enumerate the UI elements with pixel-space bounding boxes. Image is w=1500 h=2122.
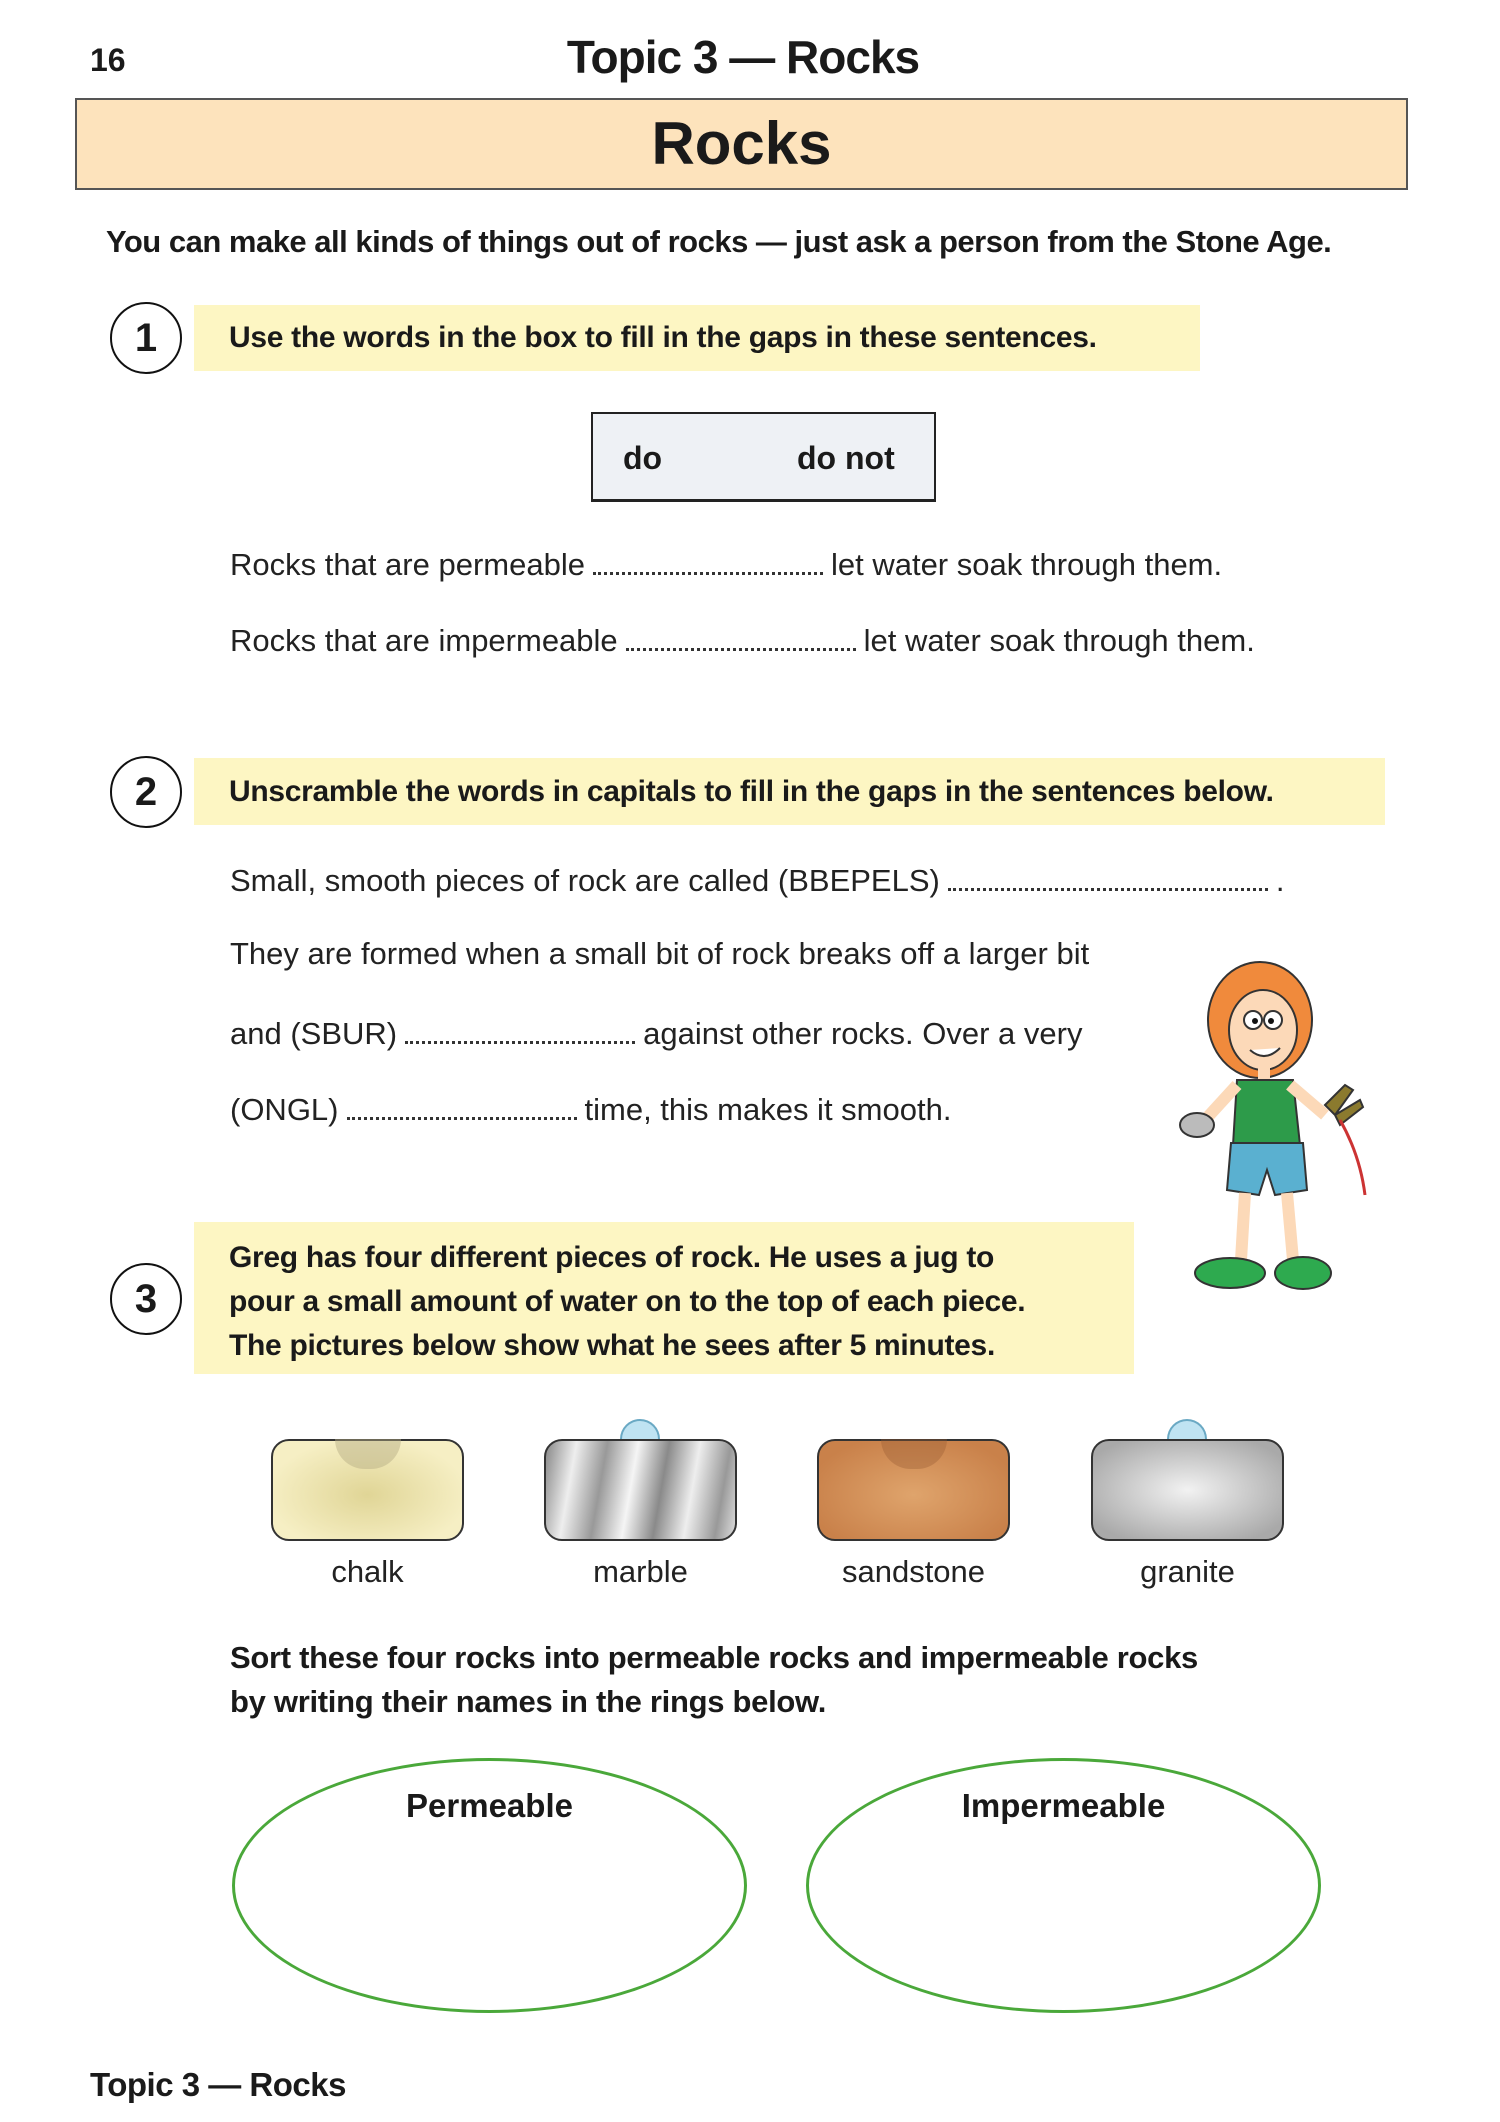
q2-instruction: Unscramble the words in capitals to fill in the gaps in the sentences below. xyxy=(194,758,1385,825)
permeable-ring[interactable] xyxy=(232,1758,747,2013)
chalk-rock-image xyxy=(271,1439,464,1541)
instruction-line: Sort these four rocks into permeable rocks and impermeable rocks xyxy=(230,1640,1198,1675)
rock-label: chalk xyxy=(331,1554,404,1589)
answer-gap[interactable] xyxy=(347,1089,577,1120)
q2-line xyxy=(230,860,1284,899)
q1-instruction: Use the words in the box to fill in the gaps in these sentences. xyxy=(194,305,1200,371)
rock-label: marble xyxy=(593,1554,688,1589)
question-number-3: 3 xyxy=(110,1263,182,1335)
answer-gap[interactable] xyxy=(405,1013,635,1044)
intro-text: You can make all kinds of things out of rocks — just ask a person from the Stone Age. xyxy=(106,224,1332,259)
q2-line xyxy=(230,1013,1082,1052)
question-number-2: 2 xyxy=(110,756,182,828)
word-box xyxy=(591,412,936,502)
q1-sentence xyxy=(230,620,1255,659)
sentence-text: against other rocks. Over a very xyxy=(643,1016,1083,1051)
rock-label: sandstone xyxy=(841,1554,986,1589)
word-option: do xyxy=(623,440,663,476)
marble-rock-image xyxy=(544,1439,737,1541)
q1-sentence xyxy=(230,544,1222,583)
sentence-text: let water soak through them. xyxy=(830,547,1223,582)
answer-gap[interactable] xyxy=(593,544,823,575)
q3-instruction xyxy=(194,1222,1134,1374)
cartoon-girl-with-slingshot xyxy=(1175,955,1385,1305)
sentence-text: Rocks that are impermeable xyxy=(230,623,618,658)
ring-label: Permeable xyxy=(406,1787,573,1824)
question-number-1: 1 xyxy=(110,302,182,374)
word-option: do not xyxy=(797,440,895,476)
sentence-text: . xyxy=(1275,863,1285,898)
instruction-line: Greg has four different pieces of rock. He uses a jug to xyxy=(229,1241,995,1274)
sentence-text: (ONGL) xyxy=(230,1092,339,1127)
page-title: Rocks xyxy=(75,98,1408,190)
sentence-text: time, this makes it smooth. xyxy=(584,1092,952,1127)
ring-label: Impermeable xyxy=(961,1787,1166,1824)
page-number: 16 xyxy=(90,42,126,78)
sentence-text: Small, smooth pieces of rock are called (BBEPELS) xyxy=(230,863,940,898)
sentence-text: Rocks that are permeable xyxy=(230,547,585,582)
answer-gap[interactable] xyxy=(626,620,856,651)
granite-rock-image xyxy=(1091,1439,1284,1541)
sandstone-rock-image xyxy=(817,1439,1010,1541)
impermeable-ring[interactable] xyxy=(806,1758,1321,2013)
sentence-text: and (SBUR) xyxy=(230,1016,398,1051)
instruction-line: by writing their names in the rings below. xyxy=(230,1684,827,1719)
instruction-line: The pictures below show what he sees after 5 minutes. xyxy=(229,1329,995,1362)
sentence-text: They are formed when a small bit of rock breaks off a larger bit xyxy=(230,936,1090,971)
sort-instruction xyxy=(230,1636,1198,1724)
q2-line xyxy=(230,936,1089,972)
page-topic-header: Topic 3 — Rocks xyxy=(566,31,920,83)
page-footer: Topic 3 — Rocks xyxy=(90,2066,346,2103)
instruction-line: pour a small amount of water on to the top of each piece. xyxy=(229,1285,1026,1318)
q2-line xyxy=(230,1089,951,1128)
sentence-text: let water soak through them. xyxy=(863,623,1255,658)
answer-gap[interactable] xyxy=(948,860,1268,891)
rock-label: granite xyxy=(1140,1554,1235,1589)
